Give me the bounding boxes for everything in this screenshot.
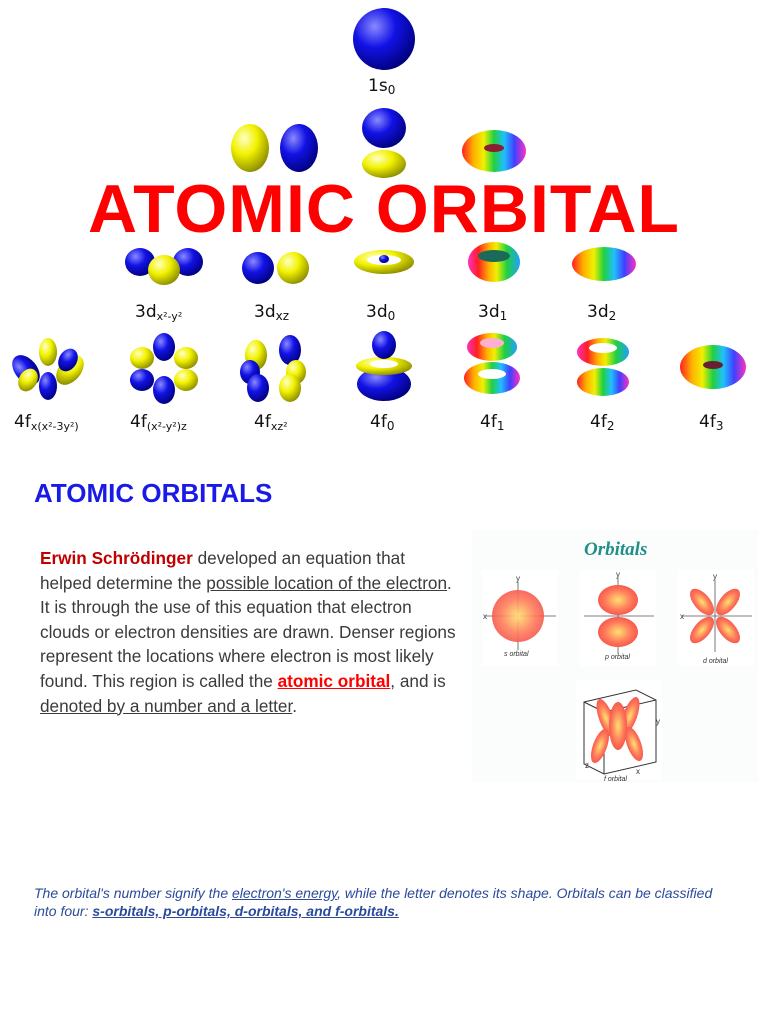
label-4f-a: $4f_{x(x^2-3y^2)}$: [14, 412, 79, 433]
page-title: ATOMIC ORBITAL: [88, 171, 680, 247]
label-4f-xz2: $4f_{xz^2}$: [254, 412, 288, 433]
orbital-3d-0: [354, 250, 414, 274]
svg-text:y: y: [656, 717, 660, 726]
label-1s0: $1s_0$: [368, 76, 396, 97]
intro-paragraph: Erwin Schrödinger developed an equation that helped determine the possible location of the electron. It is through the use of this equation that electron clouds or electron densities are drawn. Denser regions represent the locations where electron is most likely found. This region is called the atomic orbital, and is denoted by a number and a letter.: [40, 548, 456, 716]
orbital-2p-x-lobe: [280, 124, 318, 172]
s-orbital-diagram: [482, 570, 558, 666]
label-3d0: $3d_0$: [366, 302, 396, 323]
svg-text:y: y: [616, 570, 620, 579]
label-3d1: $3d_1$: [478, 302, 508, 323]
orbital-4f-xz2: [240, 335, 306, 402]
orbital-4f-x2-y2-z: [130, 333, 198, 404]
svg-text:z: z: [585, 761, 589, 770]
energy-link: electron's energy: [232, 885, 338, 901]
d-orbital-diagram: [678, 570, 754, 666]
orbital-3d-xz: [242, 252, 309, 284]
scientist-name: Erwin Schrödinger: [40, 548, 193, 568]
denoted-phrase: denoted by a number and a letter: [40, 695, 293, 716]
svg-text:x: x: [483, 612, 487, 621]
orbital-4f-0: [356, 331, 412, 401]
footnote: The orbital's number signify the electron's energy, while the letter denotes its shape. Orbitals can be classified into four: s-orbitals, p-orbitals, d-orbitals, and f-orbitals.: [34, 885, 713, 919]
orbital-3d-1: [468, 242, 520, 282]
orbital-4f-x-x2-3y2: [7, 338, 90, 400]
location-phrase: possible location of the electron: [206, 572, 448, 593]
figure-title: Orbitals: [584, 539, 648, 560]
svg-text:x: x: [636, 767, 640, 776]
label-4f1: $4f_1$: [480, 412, 505, 433]
svg-text:p orbital: p orbital: [605, 654, 630, 661]
atomic-orbital-term: atomic orbital: [277, 670, 391, 691]
svg-text:d orbital: d orbital: [703, 658, 728, 665]
label-3d-xz: $3d_{xz}$: [254, 302, 290, 323]
svg-text:x: x: [680, 612, 684, 621]
orbital-4f-2: [577, 338, 629, 396]
label-4f3: $4f_3$: [699, 412, 724, 433]
p-orbital-diagram: [580, 570, 656, 666]
svg-text:f orbital: f orbital: [604, 776, 627, 782]
orbital-2p-z-lobe: [362, 108, 406, 148]
orbitals-figure: [472, 530, 758, 782]
svg-text:y: y: [516, 574, 520, 583]
orbital-4f-3: [680, 345, 746, 389]
svg-text:y: y: [713, 572, 717, 581]
orbital-types: s-orbitals, p-orbitals, d-orbitals, and f-orbitals.: [92, 903, 399, 919]
orbitals-figure-panel: [472, 530, 758, 782]
label-4f0: $4f_0$: [370, 412, 395, 433]
svg-text:s orbital: s orbital: [504, 651, 529, 658]
label-3d-x2y2: $3d_{x^2-y^2}$: [135, 302, 183, 323]
orbital-4f-1: [464, 333, 520, 394]
label-4f2: $4f_2$: [590, 412, 615, 433]
label-3d2: $3d_2$: [587, 302, 617, 323]
orbital-2p-x-lobe: [231, 124, 269, 172]
orbital-3d-2: [572, 247, 636, 281]
orbital-3d-x2y2: [125, 248, 203, 285]
f-orbital-diagram: [576, 680, 662, 782]
orbital-2p-1-torus: [462, 130, 526, 172]
orbital-1s: [353, 8, 415, 70]
section-heading: ATOMIC ORBITALS: [34, 478, 273, 508]
label-4f-b: $4f_{(x^2-y^2)z}$: [130, 412, 187, 433]
